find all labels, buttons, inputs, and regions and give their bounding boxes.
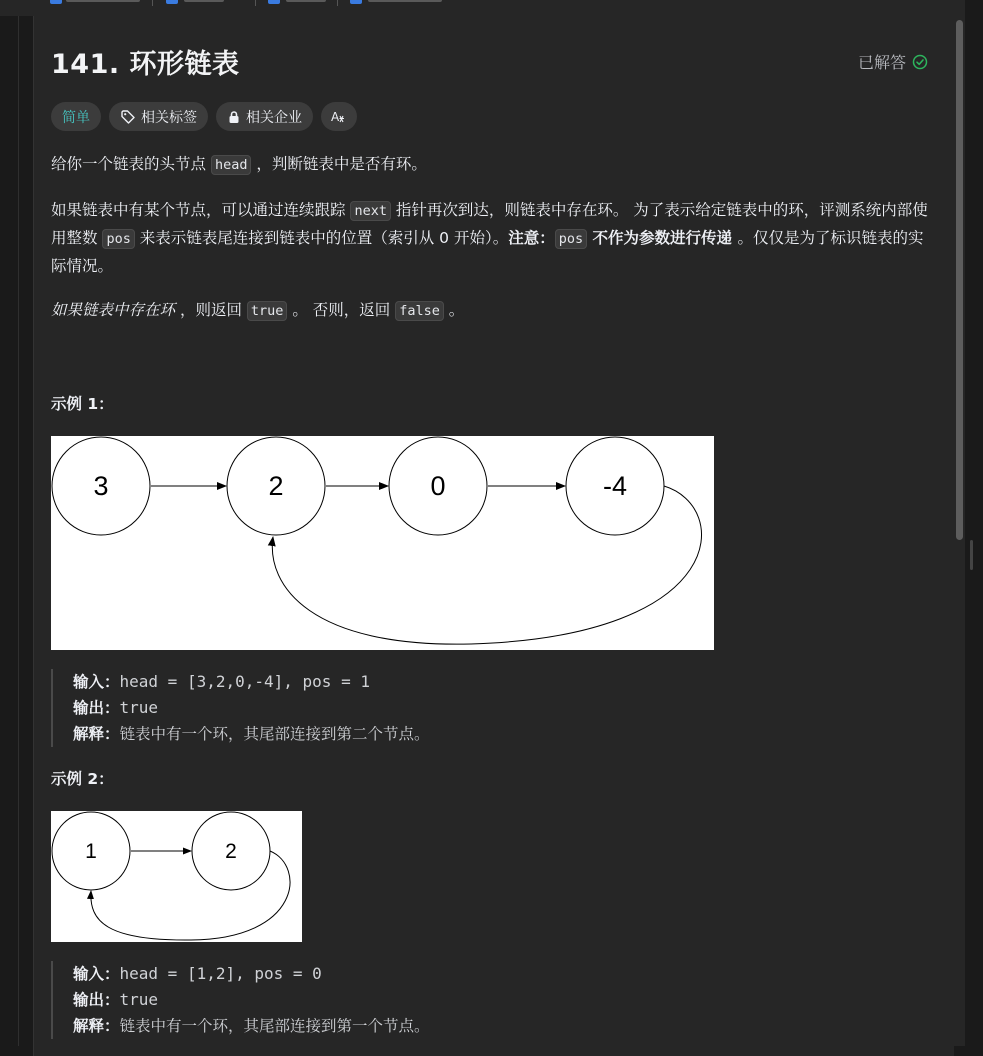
example-heading: 示例 1： — [51, 395, 114, 413]
node-value: 2 — [225, 840, 237, 863]
example-input: head = [1,2], pos = 0 — [119, 964, 322, 983]
node-value: -4 — [602, 471, 628, 501]
tab-icon[interactable] — [50, 0, 62, 4]
example-explanation: 链表中有一个环，其尾部连接到第一个节点。 — [119, 1017, 430, 1035]
related-tags-button[interactable] — [109, 102, 208, 131]
example-2-diagram — [51, 811, 302, 942]
tab-label[interactable] — [286, 0, 326, 2]
inline-code: pos — [555, 229, 587, 249]
tag-row — [51, 102, 357, 131]
description-paragraph-1: 给你一个链表的头节点 head ，判断链表中是否有环。 — [51, 155, 427, 173]
resize-handle[interactable] — [970, 540, 973, 570]
node-value: 2 — [268, 471, 284, 501]
example-1-io: 输入：head = [3,2,0,-4], pos = 1 输出：true 解释：链表中有一个环，其尾部连接到第二个节点。 — [51, 669, 430, 747]
description-paragraph-3: 如果链表中存在环 ，则返回 true 。 否则，返回 false 。 — [51, 301, 465, 319]
example-heading: 示例 2： — [51, 770, 114, 788]
lock-icon — [227, 110, 241, 124]
translate-button[interactable] — [321, 102, 357, 131]
tab-strip — [0, 0, 983, 16]
tab-label[interactable] — [368, 0, 442, 2]
window-border — [18, 0, 19, 1046]
related-companies-label: 相关企业 — [246, 109, 302, 126]
tab-icon[interactable] — [166, 0, 178, 4]
difficulty-badge[interactable]: 简单 — [51, 102, 101, 131]
tab-label[interactable] — [66, 0, 140, 2]
tab-divider — [152, 0, 153, 6]
node-value: 0 — [430, 471, 446, 501]
tab-icon[interactable] — [350, 0, 362, 4]
svg-text:A: A — [331, 109, 340, 124]
tag-icon — [120, 109, 136, 125]
scrollbar-thumb[interactable] — [956, 20, 963, 540]
related-companies-button[interactable] — [216, 102, 313, 131]
translate-icon — [330, 109, 348, 125]
node-value: 3 — [93, 471, 109, 501]
tab-label[interactable] — [184, 0, 224, 2]
example-output: true — [119, 990, 159, 1009]
description-paragraph-2: 如果链表中有某个节点，可以通过连续跟踪 next 指针再次到达，则链表中存在环。 为了表示给定链表中的环，评测系统内部使用整数 pos 来表示链表尾连接到链表中的位置（索引从 0 开始）。注意： pos 不作为参数进行传递 。仅仅是为了标识链表的实际情况。 — [51, 201, 928, 275]
example-2-io: 输入：head = [1,2], pos = 0 输出：true 解释：链表中有一个环，其尾部连接到第一个节点。 — [51, 961, 430, 1039]
problem-title[interactable]: 141. 环形链表 — [51, 49, 240, 80]
window-edge — [965, 0, 983, 1046]
inline-code: true — [247, 301, 288, 321]
example-explanation: 链表中有一个环，其尾部连接到第二个节点。 — [119, 725, 430, 743]
example-1-diagram — [51, 436, 714, 650]
solved-label: 已解答 — [858, 53, 907, 72]
tab-icon[interactable] — [268, 0, 280, 4]
solved-status — [858, 50, 928, 73]
example-input: head = [3,2,0,-4], pos = 1 — [119, 672, 370, 691]
node-value: 1 — [85, 840, 97, 863]
related-tags-label: 相关标签 — [141, 109, 197, 126]
inline-code: head — [211, 155, 252, 175]
inline-code: pos — [102, 229, 134, 249]
tab-divider — [255, 0, 256, 6]
check-circle-icon — [912, 54, 928, 70]
example-output: true — [119, 698, 159, 717]
tab-divider — [337, 0, 338, 6]
inline-code: next — [350, 201, 391, 221]
inline-code: false — [395, 301, 444, 321]
